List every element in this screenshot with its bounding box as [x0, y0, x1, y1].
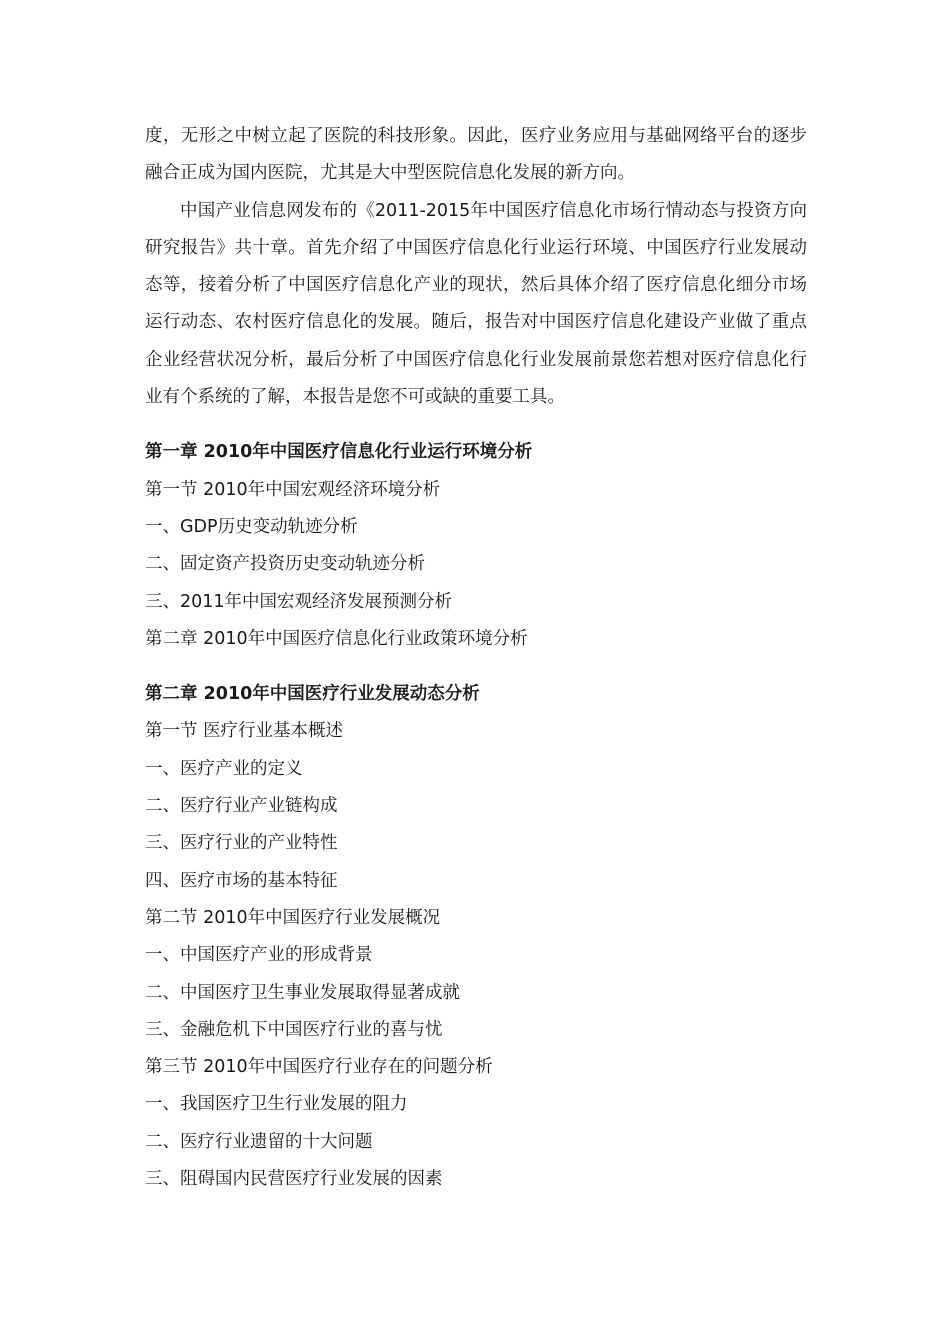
toc-entry: 二、医疗行业遗留的十大问题 — [145, 1131, 373, 1152]
toc-entry: 二、固定资产投资历史变动轨迹分析 — [145, 554, 425, 575]
chapter-heading: 第一章 2010年中国医疗信息化行业运行环境分析 — [145, 442, 533, 463]
report-summary-paragraph: 中国产业信息网发布的《2011-2015年中国医疗信息化市场行情动态与投资方向研究报告》共十章。首先介绍了中国医疗信息化行业运行环境、中国医疗行业发展动态等，接着分析了中国医疗信息化产业的现状，然后具体介绍了医疗信息化细分市场运行动态、农村医疗信息化的发展。随后，报告对中国医疗信息化建设产业做了重点企业经营状况分析，最后分析了中国医疗信息化行业发展前景您若想对医疗信息化行业有个系统的了解，本报告是您不可或缺的重要工具。 — [145, 200, 807, 408]
section-gap — [145, 416, 807, 434]
toc-entry: 三、医疗行业的产业特性 — [145, 833, 338, 854]
toc-entry: 一、医疗产业的定义 — [145, 758, 303, 779]
toc-entry: 四、医疗市场的基本特征 — [145, 870, 338, 891]
toc-entry: 第三节 2010年中国医疗行业存在的问题分析 — [145, 1057, 493, 1078]
toc-entry: 一、中国医疗产业的形成背景 — [145, 945, 373, 966]
toc-entry: 三、2011年中国宏观经济发展预测分析 — [145, 591, 453, 612]
intro-paragraph-continued: 度，无形之中树立起了医院的科技形象。因此，医疗业务应用与基础网络平台的逐步融合正成为国内医院，尤其是大中型医院信息化发展的新方向。 — [145, 126, 807, 184]
toc-entry: 一、我国医疗卫生行业发展的阻力 — [145, 1094, 408, 1115]
toc-entry: 第二节 2010年中国医疗行业发展概况 — [145, 907, 441, 928]
section-gap — [145, 658, 807, 676]
toc-chapter-2 — [145, 676, 807, 1198]
toc-entry: 三、金融危机下中国医疗行业的喜与忧 — [145, 1019, 443, 1040]
toc-entry: 第二章 2010年中国医疗信息化行业政策环境分析 — [145, 628, 528, 649]
toc-entry: 二、医疗行业产业链构成 — [145, 796, 338, 817]
toc-chapter-1 — [145, 434, 807, 658]
chapter-heading: 第二章 2010年中国医疗行业发展动态分析 — [145, 684, 480, 705]
toc-entry: 二、中国医疗卫生事业发展取得显著成就 — [145, 982, 460, 1003]
toc-entry: 第一节 医疗行业基本概述 — [145, 721, 344, 742]
toc-entry: 一、GDP历史变动轨迹分析 — [145, 516, 358, 537]
document-page — [145, 118, 807, 1198]
toc-entry: 第一节 2010年中国宏观经济环境分析 — [145, 479, 441, 500]
toc-entry: 三、阻碍国内民营医疗行业发展的因素 — [145, 1169, 443, 1190]
